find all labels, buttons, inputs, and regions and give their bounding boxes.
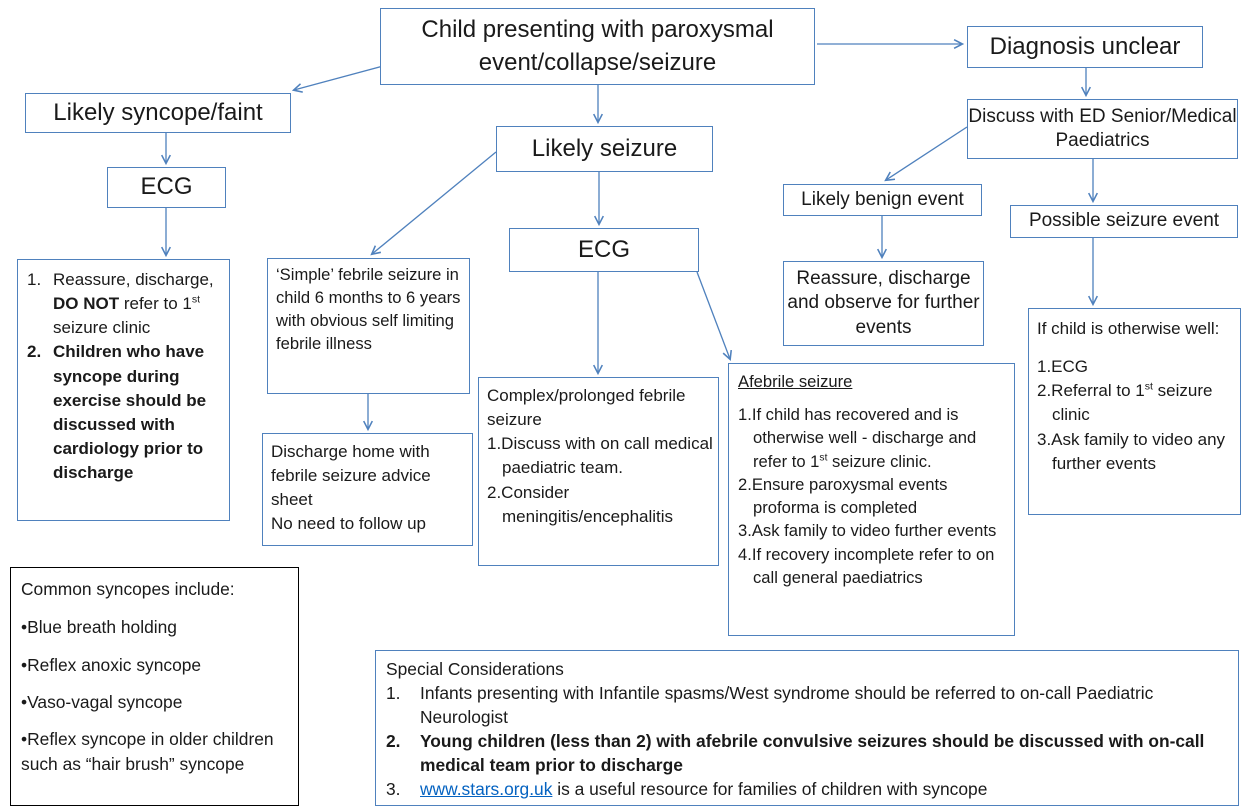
- common-syncopes-bullet-1: •Blue breath holding: [21, 617, 177, 638]
- syncope-advice-item-1-text: Reassure, discharge, DO NOT refer to 1st seizure clinic: [53, 270, 214, 338]
- node-child-presenting: [380, 8, 815, 85]
- list-number: 1.: [27, 270, 42, 289]
- node-simple-febrile: [267, 258, 470, 394]
- node-ecg-left: [107, 167, 226, 208]
- if-child-well-title: If child is otherwise well:: [1037, 319, 1220, 338]
- node-discharge-home: [262, 433, 473, 546]
- syncope-advice-item-2-text: Children who have syncope during exercise should be discussed with cardiology prior to discharge: [53, 342, 207, 482]
- legend-common-syncopes: [10, 567, 299, 806]
- afebrile-item-3: 3.Ask family to video further events: [738, 521, 997, 541]
- note-special-considerations: [375, 650, 1239, 806]
- list-number: 3.: [386, 779, 401, 800]
- special-considerations-item-3-text: www.stars.org.uk is a useful resource for families of children with syncope: [420, 779, 988, 800]
- special-considerations-item-3: [386, 777, 1230, 801]
- special-considerations-item-1: [386, 681, 1230, 729]
- node-ecg-centre-label: ECG: [577, 235, 630, 263]
- complex-febrile-item-1: 1.Discuss with on call medical paediatric team.: [487, 434, 713, 478]
- if-child-well-item-2: 2.Referral to 1st seizure clinic: [1037, 380, 1213, 425]
- special-considerations-title: Special Considerations: [386, 659, 564, 679]
- node-ecg-left-label: ECG: [140, 173, 193, 201]
- discharge-home-line-2: No need to follow up: [271, 514, 426, 534]
- node-syncope-advice: [17, 259, 230, 521]
- list-number: 2.: [386, 731, 401, 752]
- node-if-child-well: [1028, 308, 1241, 515]
- list-number: 1.: [386, 683, 401, 704]
- common-syncopes-bullet-4: •Reflex syncope in older children such as “hair brush” syncope: [21, 729, 274, 774]
- complex-febrile-title: Complex/prolonged febrile seizure: [487, 386, 686, 430]
- common-syncopes-title: Common syncopes include:: [21, 579, 235, 599]
- stars-website-link[interactable]: www.stars.org.uk: [420, 779, 553, 800]
- special-considerations-item-2: [386, 729, 1230, 777]
- if-child-well-item-3: 3.Ask family to video any further events: [1037, 429, 1226, 473]
- node-afebrile-seizure: [728, 363, 1015, 636]
- node-likely-benign: [783, 184, 982, 216]
- node-likely-seizure: [496, 126, 713, 172]
- node-ecg-centre: [509, 228, 699, 272]
- node-possible-seizure-label: Possible seizure event: [1028, 210, 1220, 232]
- node-reassure-observe-label: Reassure, discharge and observe for further events: [787, 268, 980, 338]
- special-considerations-item-2-text: Young children (less than 2) with afebrile convulsive seizures should be discussed with on-call medical team prior to discharge: [420, 731, 1205, 776]
- node-discuss-ed-label: Discuss with ED Senior/Medical Paediatrics: [968, 105, 1237, 151]
- afebrile-item-4: 4.If recovery incomplete refer to on call general paediatrics: [738, 544, 995, 587]
- node-likely-syncope-label: Likely syncope/faint: [53, 98, 263, 126]
- node-possible-seizure: [1010, 205, 1238, 238]
- node-likely-seizure-label: Likely seizure: [531, 134, 678, 162]
- syncope-advice-item-1: [27, 268, 224, 340]
- node-diagnosis-unclear-label: Diagnosis unclear: [989, 32, 1181, 60]
- node-complex-febrile: [478, 377, 719, 566]
- node-discuss-ed: [967, 99, 1238, 159]
- common-syncopes-bullet-2: •Reflex anoxic syncope: [21, 654, 202, 675]
- common-syncopes-bullet-3: •Vaso-vagal syncope: [21, 692, 183, 713]
- node-child-presenting-label: Child presenting with paroxysmal event/collapse/seizure: [421, 16, 774, 76]
- afebrile-item-1: 1.If child has recovered and is otherwise well - discharge and refer to 1st seizure clinic.: [738, 405, 977, 471]
- discharge-home-line-1: Discharge home with febrile seizure advice sheet: [271, 442, 431, 510]
- special-considerations-item-1-text: Infants presenting with Infantile spasms/West syndrome should be referred to on-call Paediatric Neurologist: [420, 683, 1154, 728]
- node-likely-syncope: [25, 93, 291, 133]
- if-child-well-item-1: 1.ECG: [1037, 357, 1089, 377]
- node-reassure-observe: [783, 261, 984, 346]
- afebrile-item-2: 2.Ensure paroxysmal events proforma is completed: [738, 474, 948, 518]
- list-number: 2.: [27, 342, 42, 362]
- node-simple-febrile-text: ‘Simple’ febrile seizure in child 6 months to 6 years with obvious self limiting febrile illness: [276, 265, 461, 353]
- complex-febrile-item-2: 2.Consider meningitis/encephalitis: [487, 482, 674, 526]
- node-diagnosis-unclear: [967, 26, 1203, 68]
- afebrile-title: Afebrile seizure: [738, 372, 853, 391]
- syncope-advice-item-2: [27, 340, 224, 485]
- node-likely-benign-label: Likely benign event: [801, 188, 964, 210]
